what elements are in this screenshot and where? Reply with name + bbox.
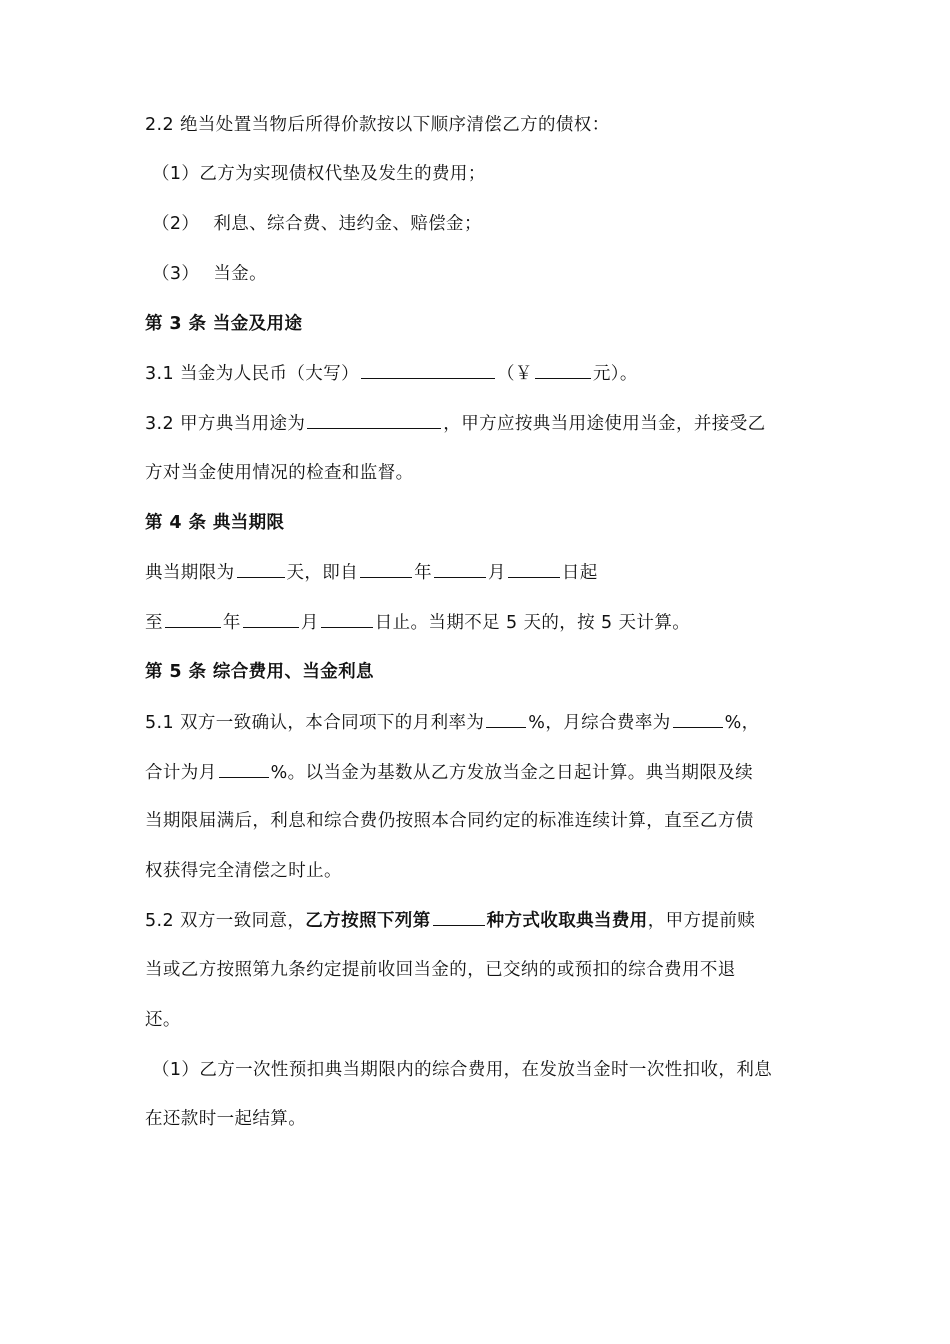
total-rate-blank[interactable]: [219, 760, 269, 778]
clause-2-2: 2.2 绝当处置当物后所得价款按以下顺序清偿乙方的债权：: [145, 115, 610, 135]
end-month-blank[interactable]: [243, 610, 299, 628]
monthly-interest-blank[interactable]: [486, 710, 526, 728]
fee-method-blank[interactable]: [433, 908, 485, 926]
clause-5-1-cont-2: 当期限届满后，利息和综合费仍按照本合同约定的标准连续计算，直至乙方债: [145, 811, 754, 831]
clause-5-1-cont-3: 权获得完全清偿之时止。: [145, 861, 342, 881]
clause-5-2: 5.2 双方一致同意，乙方按照下列第 种方式收取典当费用，甲方提前赎: [145, 908, 755, 933]
end-day-blank[interactable]: [321, 610, 373, 628]
amount-number-blank[interactable]: [535, 361, 591, 379]
end-year-blank[interactable]: [165, 610, 221, 628]
section-5-heading: 第 5 条 综合费用、当金利息: [145, 662, 374, 682]
clause-2-2-item-1: （1）乙方为实现债权代垫及发生的费用；: [152, 164, 486, 184]
section-3-heading: 第 3 条 当金及用途: [145, 314, 303, 334]
start-year-blank[interactable]: [360, 560, 412, 578]
fee-option-1: （1）乙方一次性预扣典当期限内的综合费用，在发放当金时一次性扣收，利息: [152, 1060, 773, 1080]
clause-3-2: 3.2 甲方典当用途为 ，甲方应按典当用途使用当金，并接受乙: [145, 411, 766, 436]
start-day-blank[interactable]: [508, 560, 560, 578]
clause-5-2-cont-1: 当或乙方按照第九条约定提前收回当金的，已交纳的或预扣的综合费用不退: [145, 960, 736, 980]
start-month-blank[interactable]: [434, 560, 486, 578]
purpose-blank[interactable]: [307, 411, 441, 429]
section-4-heading: 第 4 条 典当期限: [145, 513, 285, 533]
amount-words-blank[interactable]: [361, 361, 495, 379]
clause-5-1: 5.1 双方一致确认，本合同项下的月利率为 %，月综合费率为 %，: [145, 710, 760, 735]
days-blank[interactable]: [237, 560, 285, 578]
clause-2-2-item-2: （2） 利息、综合费、违约金、赔偿金；: [152, 214, 482, 234]
clause-3-2-cont: 方对当金使用情况的检查和监督。: [145, 463, 414, 483]
clause-3-1: 3.1 当金为人民币（大写） （￥ 元）。: [145, 361, 638, 386]
clause-2-2-item-3: （3） 当金。: [152, 264, 268, 284]
monthly-fee-rate-blank[interactable]: [673, 710, 723, 728]
clause-5-2-cont-2: 还。: [145, 1010, 181, 1030]
fee-option-1-cont: 在还款时一起结算。: [145, 1109, 307, 1129]
term-line-2: 至 年 月 日止。当期不足 5 天的，按 5 天计算。: [145, 610, 690, 635]
term-line-1: 典当期限为 天，即自 年 月 日起: [145, 560, 598, 585]
clause-5-1-cont-1: 合计为月 %。以当金为基数从乙方发放当金之日起计算。典当期限及续: [145, 760, 753, 785]
